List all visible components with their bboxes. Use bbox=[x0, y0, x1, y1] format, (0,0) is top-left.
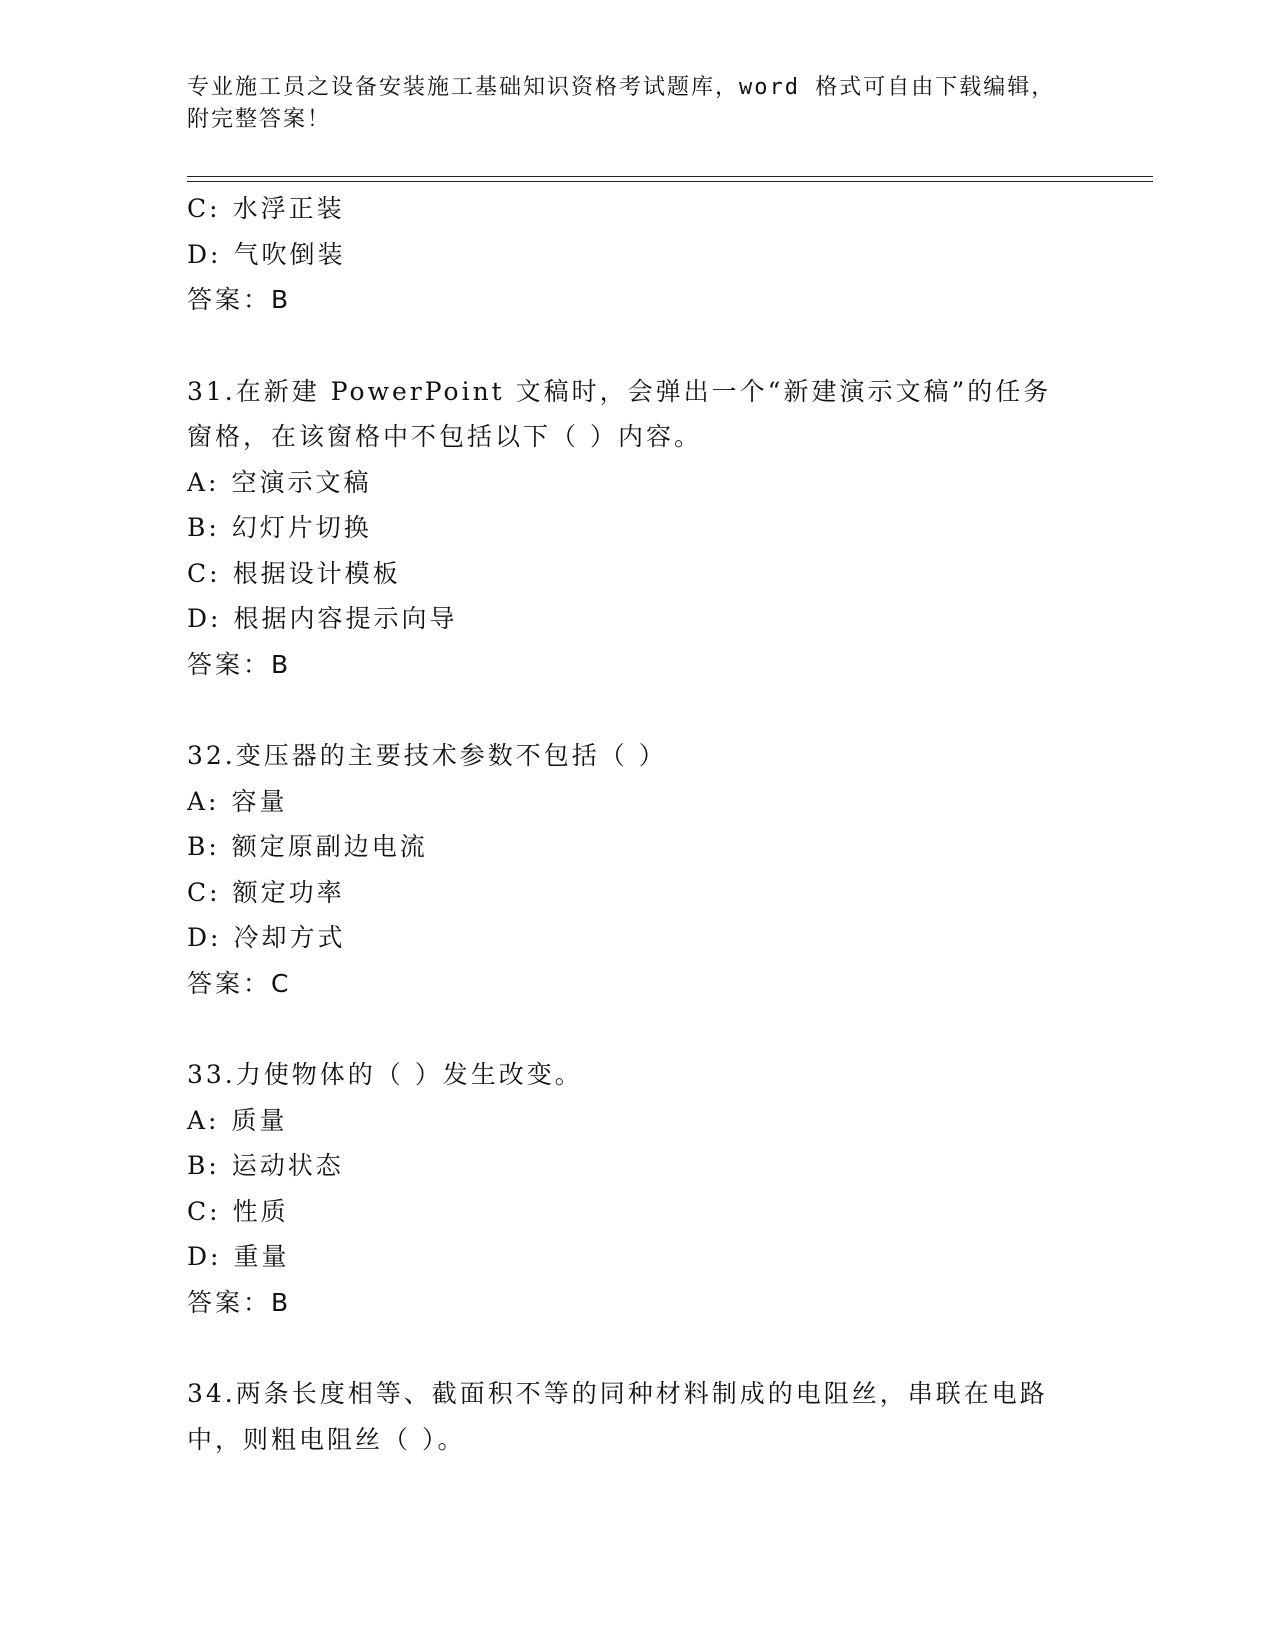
divider-line-top bbox=[187, 176, 1153, 177]
question-text: 中，则粗电阻丝（ ）。 bbox=[187, 1424, 466, 1454]
option-row bbox=[187, 824, 1087, 870]
option-letter: A: bbox=[187, 467, 220, 497]
option-text: 容量 bbox=[231, 786, 288, 816]
option-row bbox=[187, 551, 1087, 597]
option-letter: A: bbox=[187, 1105, 220, 1135]
option-text: 空演示文稿 bbox=[231, 467, 372, 497]
option-letter: D: bbox=[187, 239, 222, 269]
option-text: 额定功率 bbox=[232, 877, 345, 907]
option-row bbox=[187, 1234, 1087, 1280]
option-letter: D: bbox=[187, 1242, 222, 1271]
option-letter: D: bbox=[187, 923, 222, 952]
option-row bbox=[187, 596, 1087, 642]
option-text: 运动状态 bbox=[231, 1151, 344, 1180]
question-text: 32.变压器的主要技术参数不包括（ ） bbox=[187, 741, 667, 770]
option-letter: B: bbox=[187, 1151, 220, 1180]
question-list bbox=[187, 186, 1087, 1462]
answer-line: 答案：B bbox=[187, 1287, 292, 1317]
header-divider bbox=[187, 176, 1153, 182]
option-row bbox=[187, 460, 1087, 506]
option-letter: C: bbox=[187, 1196, 221, 1226]
option-row bbox=[187, 870, 1087, 916]
option-row bbox=[187, 505, 1087, 551]
option-text: 根据设计模板 bbox=[232, 558, 401, 588]
option-row bbox=[187, 1143, 1087, 1189]
option-text: 水浮正装 bbox=[232, 194, 345, 223]
option-row bbox=[187, 1098, 1087, 1144]
divider-line-bottom bbox=[187, 181, 1153, 182]
header-line-1: 专业施工员之设备安装施工基础知识资格考试题库，word 格式可自由下载编辑， bbox=[187, 75, 1056, 100]
option-letter: C: bbox=[187, 194, 221, 223]
option-text: 重量 bbox=[233, 1242, 290, 1271]
option-text: 根据内容提示向导 bbox=[233, 604, 458, 633]
option-row bbox=[187, 232, 1087, 278]
option-letter: C: bbox=[187, 558, 221, 588]
option-letter: C: bbox=[187, 877, 221, 907]
answer-line: 答案：C bbox=[187, 968, 292, 998]
option-text: 性质 bbox=[232, 1196, 289, 1226]
option-text: 冷却方式 bbox=[233, 923, 346, 952]
option-row bbox=[187, 915, 1087, 961]
question-text: 33.力使物体的（ ）发生改变。 bbox=[187, 1060, 583, 1089]
option-letter: B: bbox=[187, 513, 220, 542]
question-text: 34.两条长度相等、截面积不等的同种材料制成的电阻丝，串联在电路 bbox=[187, 1379, 1048, 1408]
header-line-2: 附完整答案！ bbox=[187, 107, 332, 132]
option-row bbox=[187, 779, 1087, 825]
option-letter: A: bbox=[187, 786, 220, 816]
question-text: 31.在新建 PowerPoint 文稿时，会弹出一个“新建演示文稿”的任务 bbox=[187, 376, 1052, 406]
option-letter: B: bbox=[187, 832, 220, 861]
answer-line: 答案：B bbox=[187, 285, 292, 314]
option-letter: D: bbox=[187, 604, 222, 633]
option-text: 额定原副边电流 bbox=[231, 832, 428, 861]
option-text: 幻灯片切换 bbox=[231, 513, 372, 542]
option-row bbox=[187, 1189, 1087, 1235]
question-text: 窗格，在该窗格中不包括以下（ ）内容。 bbox=[187, 422, 702, 451]
option-row bbox=[187, 186, 1087, 232]
option-text: 质量 bbox=[231, 1105, 288, 1135]
answer-line: 答案：B bbox=[187, 649, 292, 679]
document-header bbox=[187, 72, 1087, 136]
option-text: 气吹倒装 bbox=[233, 239, 346, 269]
